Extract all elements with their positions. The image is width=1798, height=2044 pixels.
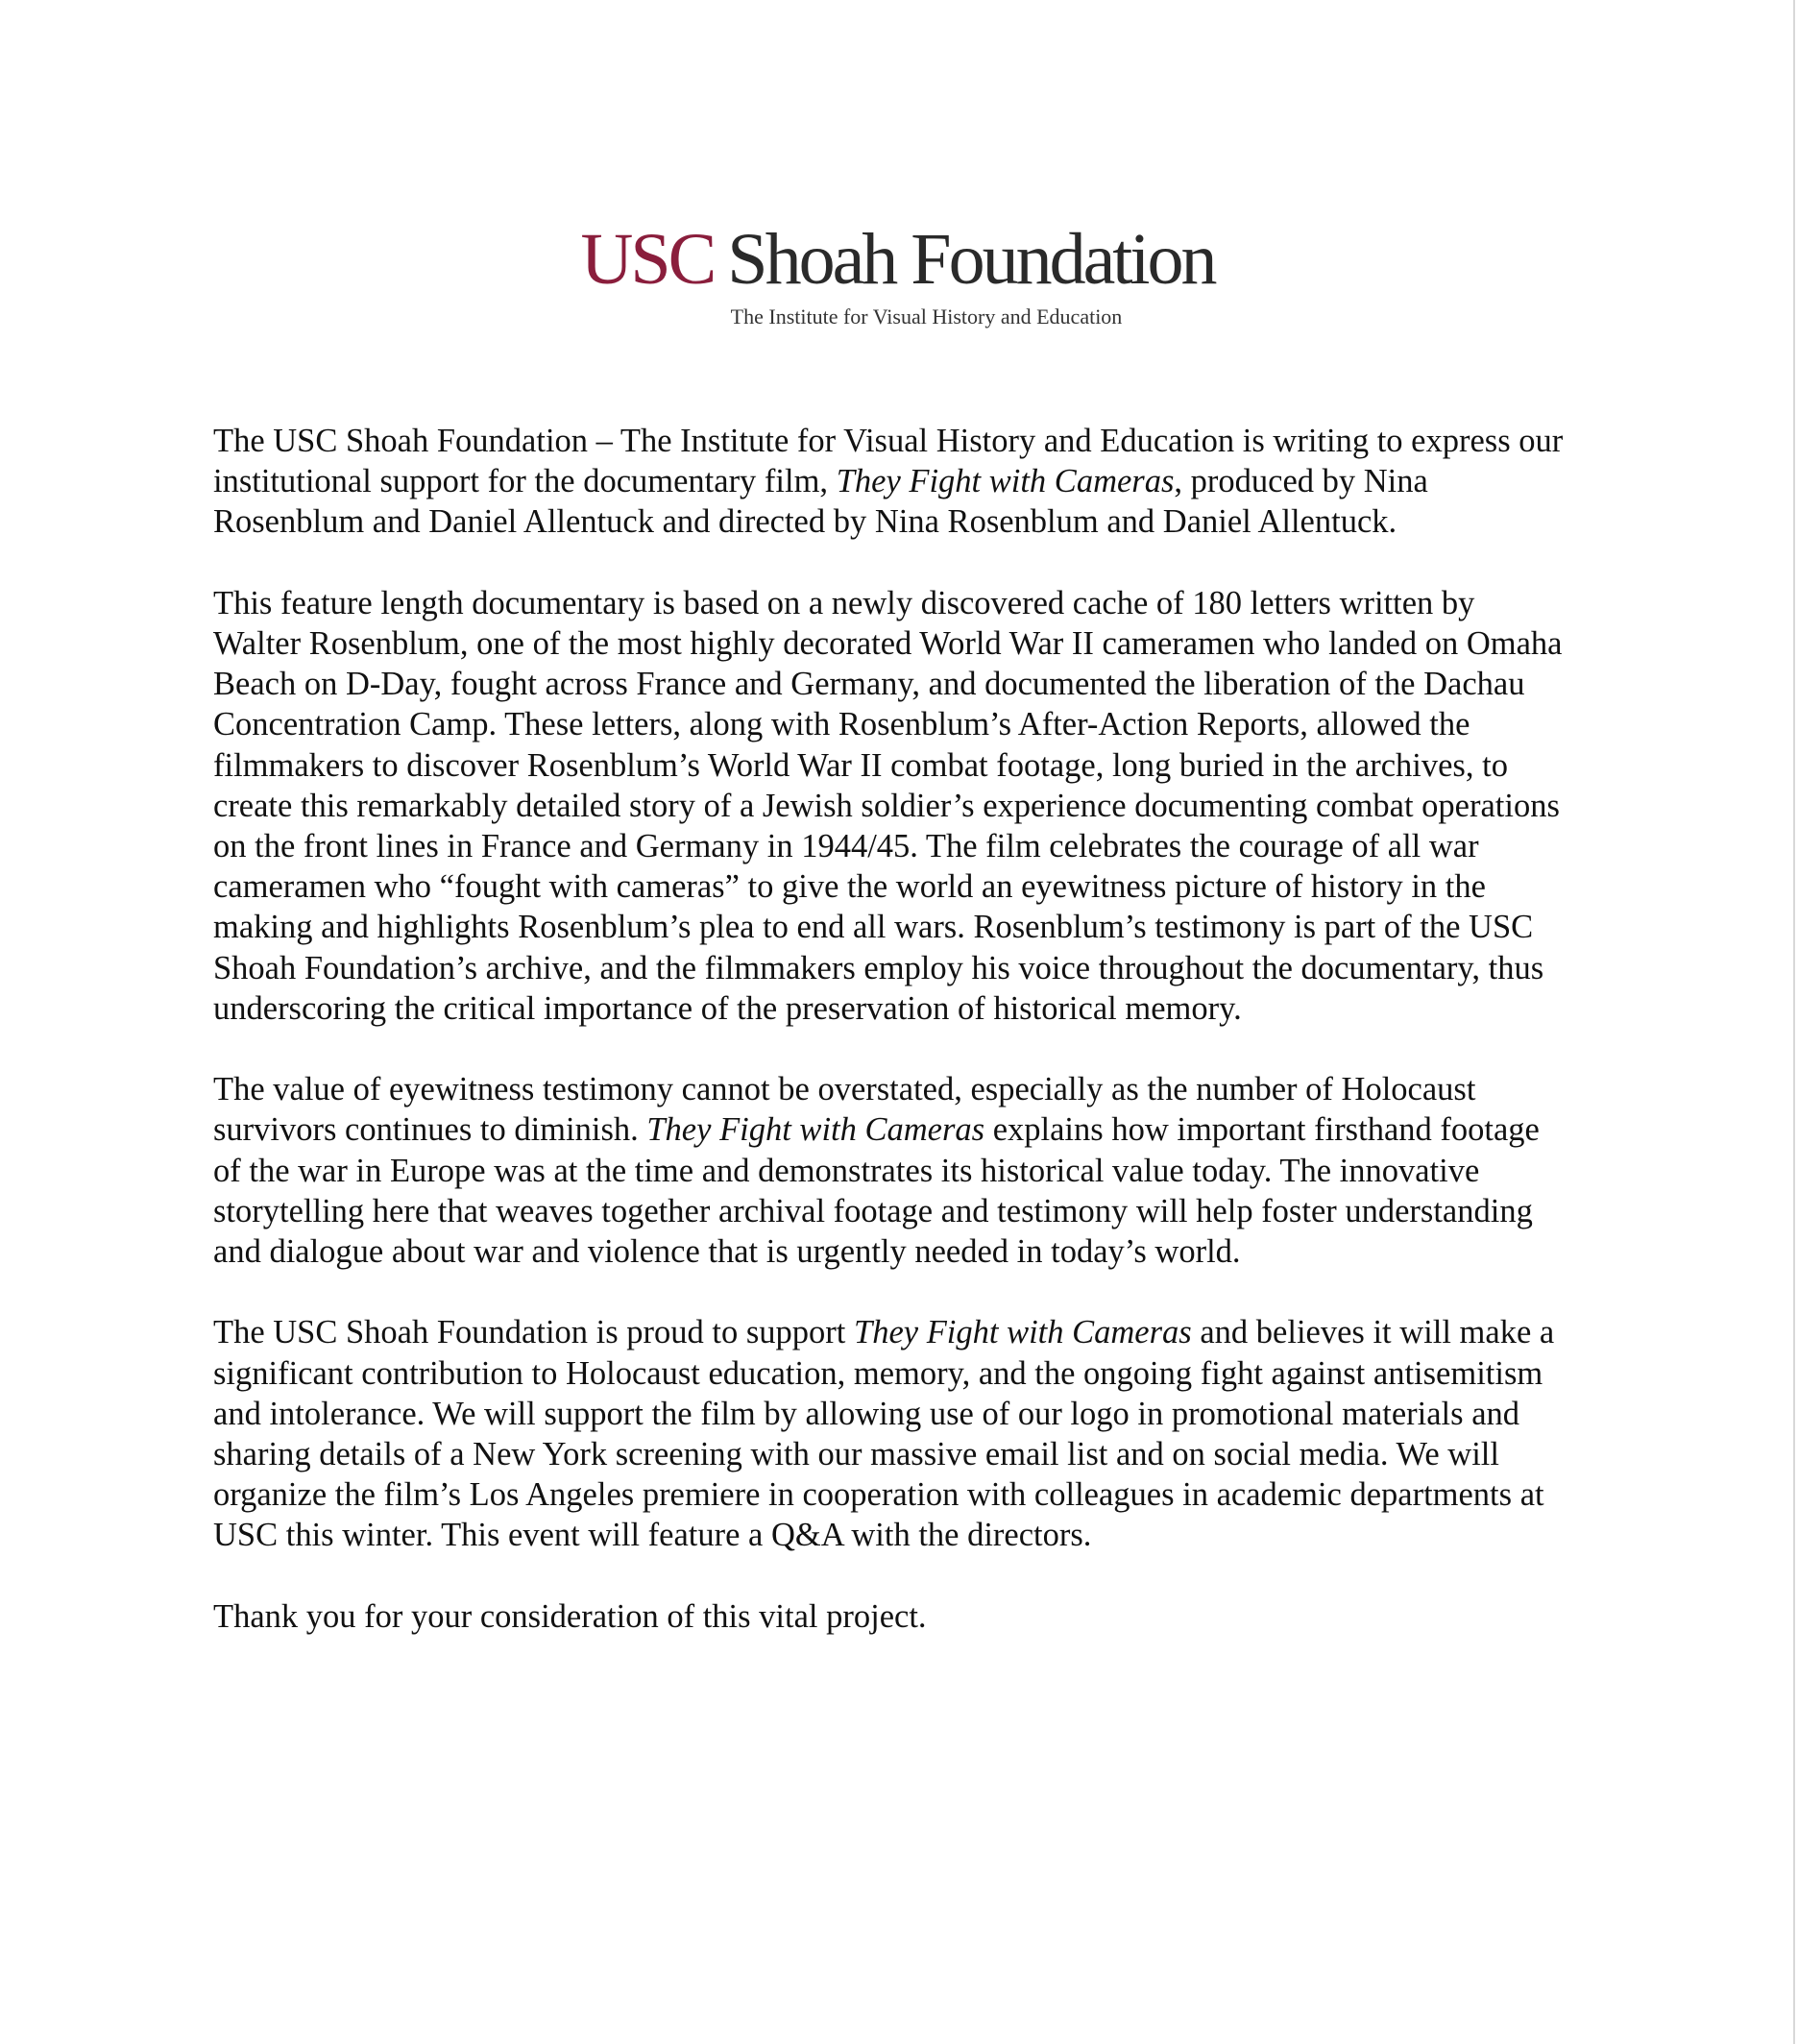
paragraph-testimony-text-b: explains how important firsthand footage of the war in Europe was at the time and demonstrates its historical value today. The innovative storytelling here that weaves together archival footage and testimony will help foster understanding and dialogue about war and violence that is urgently needed in today’s world. [213, 1111, 1540, 1271]
film-title: They Fight with Cameras [854, 1314, 1192, 1351]
logo-name: Shoah Foundation [727, 219, 1215, 300]
paragraph-testimony-text-a: The value of eyewitness testimony cannot be overstated, especially as the number of Holocaust survivors continues to diminish. [213, 1071, 1476, 1149]
paragraph-intro-text-b: , produced by Nina Rosenblum and Daniel Allentuck and directed by Nina Rosenblum and Daniel Allentuck. [213, 463, 1428, 541]
film-title: They Fight with Cameras [836, 463, 1175, 500]
usc-shoah-foundation-logo [0, 219, 1795, 330]
logo-tagline: The Institute for Visual History and Education [730, 304, 1123, 328]
paragraph-testimony-value [213, 1069, 1567, 1272]
film-title: They Fight with Cameras [646, 1111, 985, 1149]
paragraph-closing: Thank you for your consideration of this vital project. [213, 1597, 927, 1635]
paragraph-support [213, 1312, 1567, 1555]
paragraph-film-description: This feature length documentary is based on a newly discovered cache of 180 letters written by Walter Rosenblum, one of the most highly decorated World War II cameramen who landed on Omaha Beach on D-Day, fought across France and Germany, and documented the liberation of the Dachau Concentration Camp. These letters, along with Rosenblum’s After-Action Reports, allowed the filmmakers to discover Rosenblum’s World War II combat footage, long buried in the archives, to create this remarkably detailed story of a Jewish soldier’s experience documenting combat operations on the front lines in France and Germany in 1944/45. The film celebrates the courage of all war cameramen who “fought with cameras” to give the world an eyewitness picture of history in the making and highlights Rosenblum’s plea to end all wars. Rosenblum’s testimony is part of the USC Shoah Foundation’s archive, and the filmmakers employ his voice throughout the documentary, thus underscoring the critical importance of the preservation of historical memory. [213, 584, 1563, 1027]
paragraph-intro-text-a: The USC Shoah Foundation – The Institute for Visual History and Education is writing to express our institutional support for the documentary film, [213, 423, 1564, 500]
letter-body [213, 421, 1567, 1677]
logo-wordmark [580, 219, 1214, 300]
paragraph-support-text-a: The USC Shoah Foundation is proud to support [213, 1314, 855, 1351]
paragraph-support-text-b: and believes it will make a significant contribution to Holocaust education, memory, and the ongoing fight against antisemitism and intolerance. We will support the film by allowing use of our logo in promotional materials and sharing details of a New York screening with our massive email list and on social media. We will organize the film’s Los Angeles premiere in cooperation with colleagues in academic departments at USC this winter. This event will feature a Q&A with the directors. [213, 1314, 1555, 1554]
logo-usc: USC [580, 219, 715, 300]
paragraph-intro [213, 421, 1567, 543]
